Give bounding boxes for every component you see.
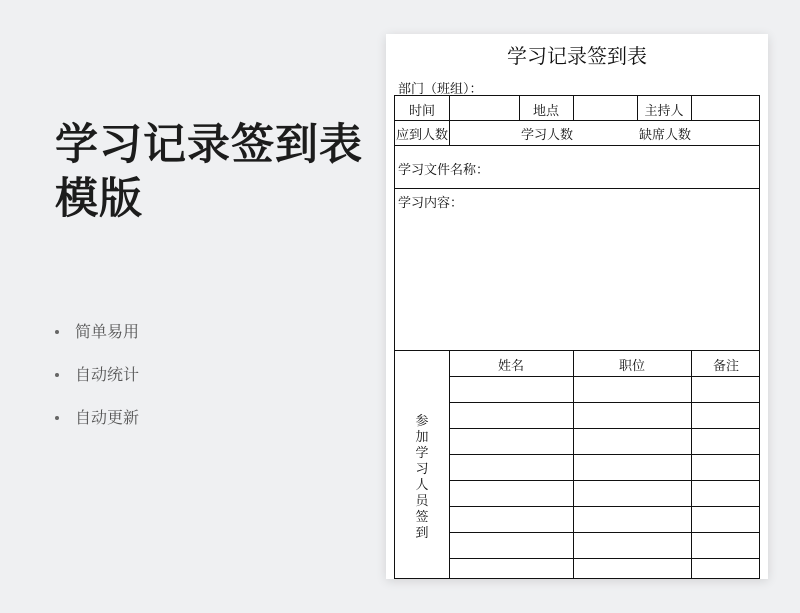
side-label-char: 到 <box>415 526 429 541</box>
feature-list <box>55 310 139 439</box>
content-label: 学习内容： <box>398 196 464 211</box>
table-rule <box>449 402 759 403</box>
side-label-char: 参 <box>415 414 429 429</box>
bullet-icon <box>55 330 59 334</box>
table-rule <box>449 96 450 120</box>
column-header-remark: 备注 <box>712 359 739 374</box>
table-rule <box>395 145 759 146</box>
table-rule <box>449 428 759 429</box>
signin-side-label <box>395 350 449 579</box>
side-label-char: 人 <box>415 478 429 493</box>
feature-label: 自动统计 <box>75 364 140 384</box>
table-rule <box>449 532 759 533</box>
department-label: 部门（班组）： <box>398 82 483 97</box>
column-header-position: 职位 <box>618 359 645 374</box>
feature-item <box>55 353 139 396</box>
absent-count-label: 缺席人数 <box>638 128 691 143</box>
attended-count-label: 学习人数 <box>520 128 573 143</box>
place-label: 地点 <box>532 104 559 119</box>
side-label-char: 学 <box>415 446 429 461</box>
table-rule <box>691 350 692 578</box>
hero-title-line-1: 学习记录签到表 <box>55 120 363 170</box>
signin-form-table <box>394 95 760 579</box>
document-preview <box>386 34 768 579</box>
side-label-char: 习 <box>415 462 429 477</box>
host-label: 主持人 <box>644 104 684 119</box>
table-rule <box>573 350 574 578</box>
table-rule <box>449 454 759 455</box>
bullet-icon <box>55 416 59 420</box>
feature-item <box>55 310 139 353</box>
side-label-char: 加 <box>415 430 429 445</box>
side-label-char: 签 <box>415 510 429 525</box>
table-rule <box>449 350 450 578</box>
table-rule <box>395 188 759 189</box>
table-rule <box>449 120 450 145</box>
time-label: 时间 <box>408 104 435 119</box>
feature-label: 自动更新 <box>75 407 140 427</box>
table-rule <box>691 96 692 120</box>
table-rule <box>449 506 759 507</box>
table-rule <box>449 558 759 559</box>
bullet-icon <box>55 373 59 377</box>
hero-title <box>55 118 363 226</box>
feature-item <box>55 396 139 439</box>
hero-title-line-2: 模版 <box>55 174 143 224</box>
feature-label: 简单易用 <box>75 321 140 341</box>
table-rule <box>449 480 759 481</box>
expected-count-label: 应到人数 <box>395 128 448 143</box>
column-header-name: 姓名 <box>497 359 524 374</box>
table-rule <box>573 96 574 120</box>
document-title: 学习记录签到表 <box>507 44 647 68</box>
side-label-char: 员 <box>415 494 429 509</box>
file-name-label: 学习文件名称： <box>398 163 490 178</box>
table-rule <box>449 376 759 377</box>
